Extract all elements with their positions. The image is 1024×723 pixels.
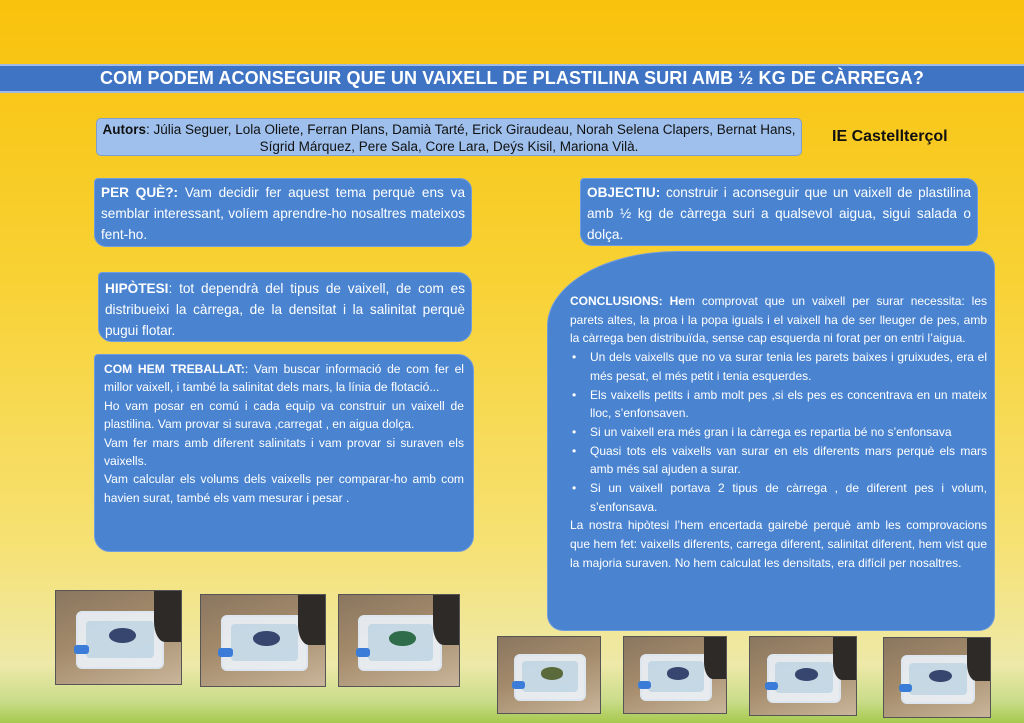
objectiu-text: construir i aconseguir que un vaixell de plastilina amb ½ kg de càrrega suri a qualsevol aigua, sigui salada o dolça. — [587, 185, 971, 242]
conclusion-bullet: • Si un vaixell portava 2 tipus de càrrega , de diferent pes i volum, s’enfonsava. — [570, 479, 987, 516]
conclusions-outro: La nostra hipòtesi l’hem encertada gairebé perquè amb les comprovacions que hem fet: vaixells diferents, carrega diferent, salinitat diferent, hem vist que la majoria suraven. No hem calculat les densitats, era difícil per nosaltres. — [570, 518, 987, 570]
poster-title: COM PODEM ACONSEGUIR QUE UN VAIXELL DE PLASTILINA SURI AMB ½ KG DE CÀRREGA? — [0, 64, 1024, 93]
photo-experiment-5 — [623, 636, 727, 714]
treball-paragraph: Ho vam posar en comú i cada equip va construir un vaixell de plastilina. Vam provar si surava ,carregat , en aigua dolça. — [104, 398, 464, 432]
treball-label: COM HEM TREBALLAT: — [104, 362, 245, 376]
photo-experiment-1 — [55, 590, 182, 685]
authors-names: : Júlia Seguer, Lola Oliete, Ferran Plans, Damià Tarté, Erick Giraudeau, Norah Selena Clapers, Bernat Hans, Sígrid Márquez, Pere Sala, Core Lara, Deýs Kisil, Mariona Vilà. — [145, 122, 796, 154]
photo-experiment-4 — [497, 636, 601, 714]
treball-paragraph — [104, 360, 464, 397]
hipotesi-text: : tot dependrà del tipus de vaixell, de com es distribueixi la càrrega, de la densitat i la salinitat perquè pugui flotar. — [105, 281, 465, 338]
objectiu-box — [580, 178, 978, 246]
conclusion-bullet: • Un dels vaixells que no va surar tenia les parets baixes i gruixudes, era el més pesat, el més petit i tenia esquerdes. — [570, 348, 987, 385]
photo-experiment-6 — [749, 636, 857, 716]
conclusions-list — [570, 348, 987, 516]
treball-paragraph: Vam fer mars amb diferent salinitats i vam provar si suraven els vaixells. — [104, 435, 464, 469]
photo-experiment-3 — [338, 594, 460, 687]
photo-experiment-7 — [883, 637, 991, 718]
hipotesi-label: HIPÒTESI — [105, 281, 169, 296]
conclusions-label: CONCLUSIONS: He — [570, 294, 685, 308]
conclusions-intro — [570, 292, 987, 348]
conclusion-bullet: • Si un vaixell era més gran i la càrrega es repartia bé no s’enfonsava — [570, 423, 987, 442]
perque-box — [94, 178, 472, 247]
treball-paragraph: Vam calcular els volums dels vaixells per comparar-ho amb com havien surat, també els vam mesurar i pesar . — [104, 472, 464, 505]
conclusions-intro-text: m comprovat que un vaixell per surar necessita: les parets altes, la proa i la popa iguals i el vaixell ha de ser lleuger de pes, amb la càrrega ben distribuïda, sense cap esquerda ni forat per on entri l’aigua. — [570, 294, 987, 346]
photo-experiment-2 — [200, 594, 326, 687]
authors-label: Autors — [102, 122, 146, 137]
perque-label: PER QUÈ?: — [101, 185, 179, 200]
school-name: IE Castellterçol — [832, 128, 948, 145]
conclusions-box — [547, 251, 995, 631]
authors-box — [96, 118, 802, 156]
conclusion-bullet: • Els vaixells petits i amb molt pes ,si els pes es concentrava en un mateix lloc, s’enfonsaven. — [570, 386, 987, 423]
treball-box — [94, 354, 474, 552]
objectiu-label: OBJECTIU: — [587, 185, 661, 200]
perque-text: Vam decidir fer aquest tema perquè ens va semblar interessant, volíem aprendre-ho nosaltres mateixos fent-ho. — [101, 185, 465, 242]
treball-line: : Vam buscar informació de com fer el millor vaixell, i també la salinitat dels mars, la línia de flotació... — [104, 362, 464, 395]
hipotesi-box — [98, 272, 472, 342]
conclusion-bullet: • Quasi tots els vaixells van surar en els diferents mars perquè els mars amb més sal ajuden a surar. — [570, 442, 987, 479]
